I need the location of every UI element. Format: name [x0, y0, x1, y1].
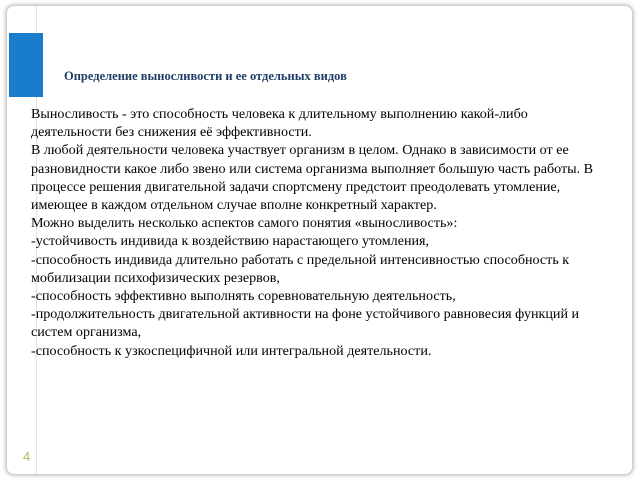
slide-frame — [6, 5, 633, 475]
aspect-item: -способность индивида длительно работать с предельной интенсивностью способность к мобилизации психофизических резервов, — [31, 251, 570, 286]
aspect-item: -устойчивость индивида к воздействию нарастающего утомления, — [31, 233, 430, 250]
aspects-intro: Можно выделить несколько аспектов самого понятия «выносливость»: — [31, 215, 458, 232]
slide-body — [31, 105, 611, 360]
slide-title: Определение выносливости и ее отдельных видов — [64, 69, 347, 83]
page-number: 4 — [23, 449, 31, 464]
aspect-item: -продолжительность двигательной активности на фоне устойчивого равновесия функций и систем организма, — [31, 306, 580, 341]
accent-bar — [9, 33, 43, 97]
definition-paragraph: Выносливость - это способность человека к длительному выполнению какой-либо деятельности без снижения её эффективности. — [31, 106, 528, 141]
aspect-item: -способность к узкоспецифичной или интегральной деятельности. — [31, 342, 432, 359]
aspect-item: -способность эффективно выполнять соревновательную деятельность, — [31, 288, 456, 305]
organism-paragraph: В любой деятельности человека участвует организм в целом. Однако в зависимости от ее разновидности какое либо звено или система организма выполняет большую часть работы. В процессе решения двигательной задачи спортсмену предстоит преодолевать утомление, имеющее в каждом отдельном случае вполне конкретный характер. — [31, 142, 594, 214]
